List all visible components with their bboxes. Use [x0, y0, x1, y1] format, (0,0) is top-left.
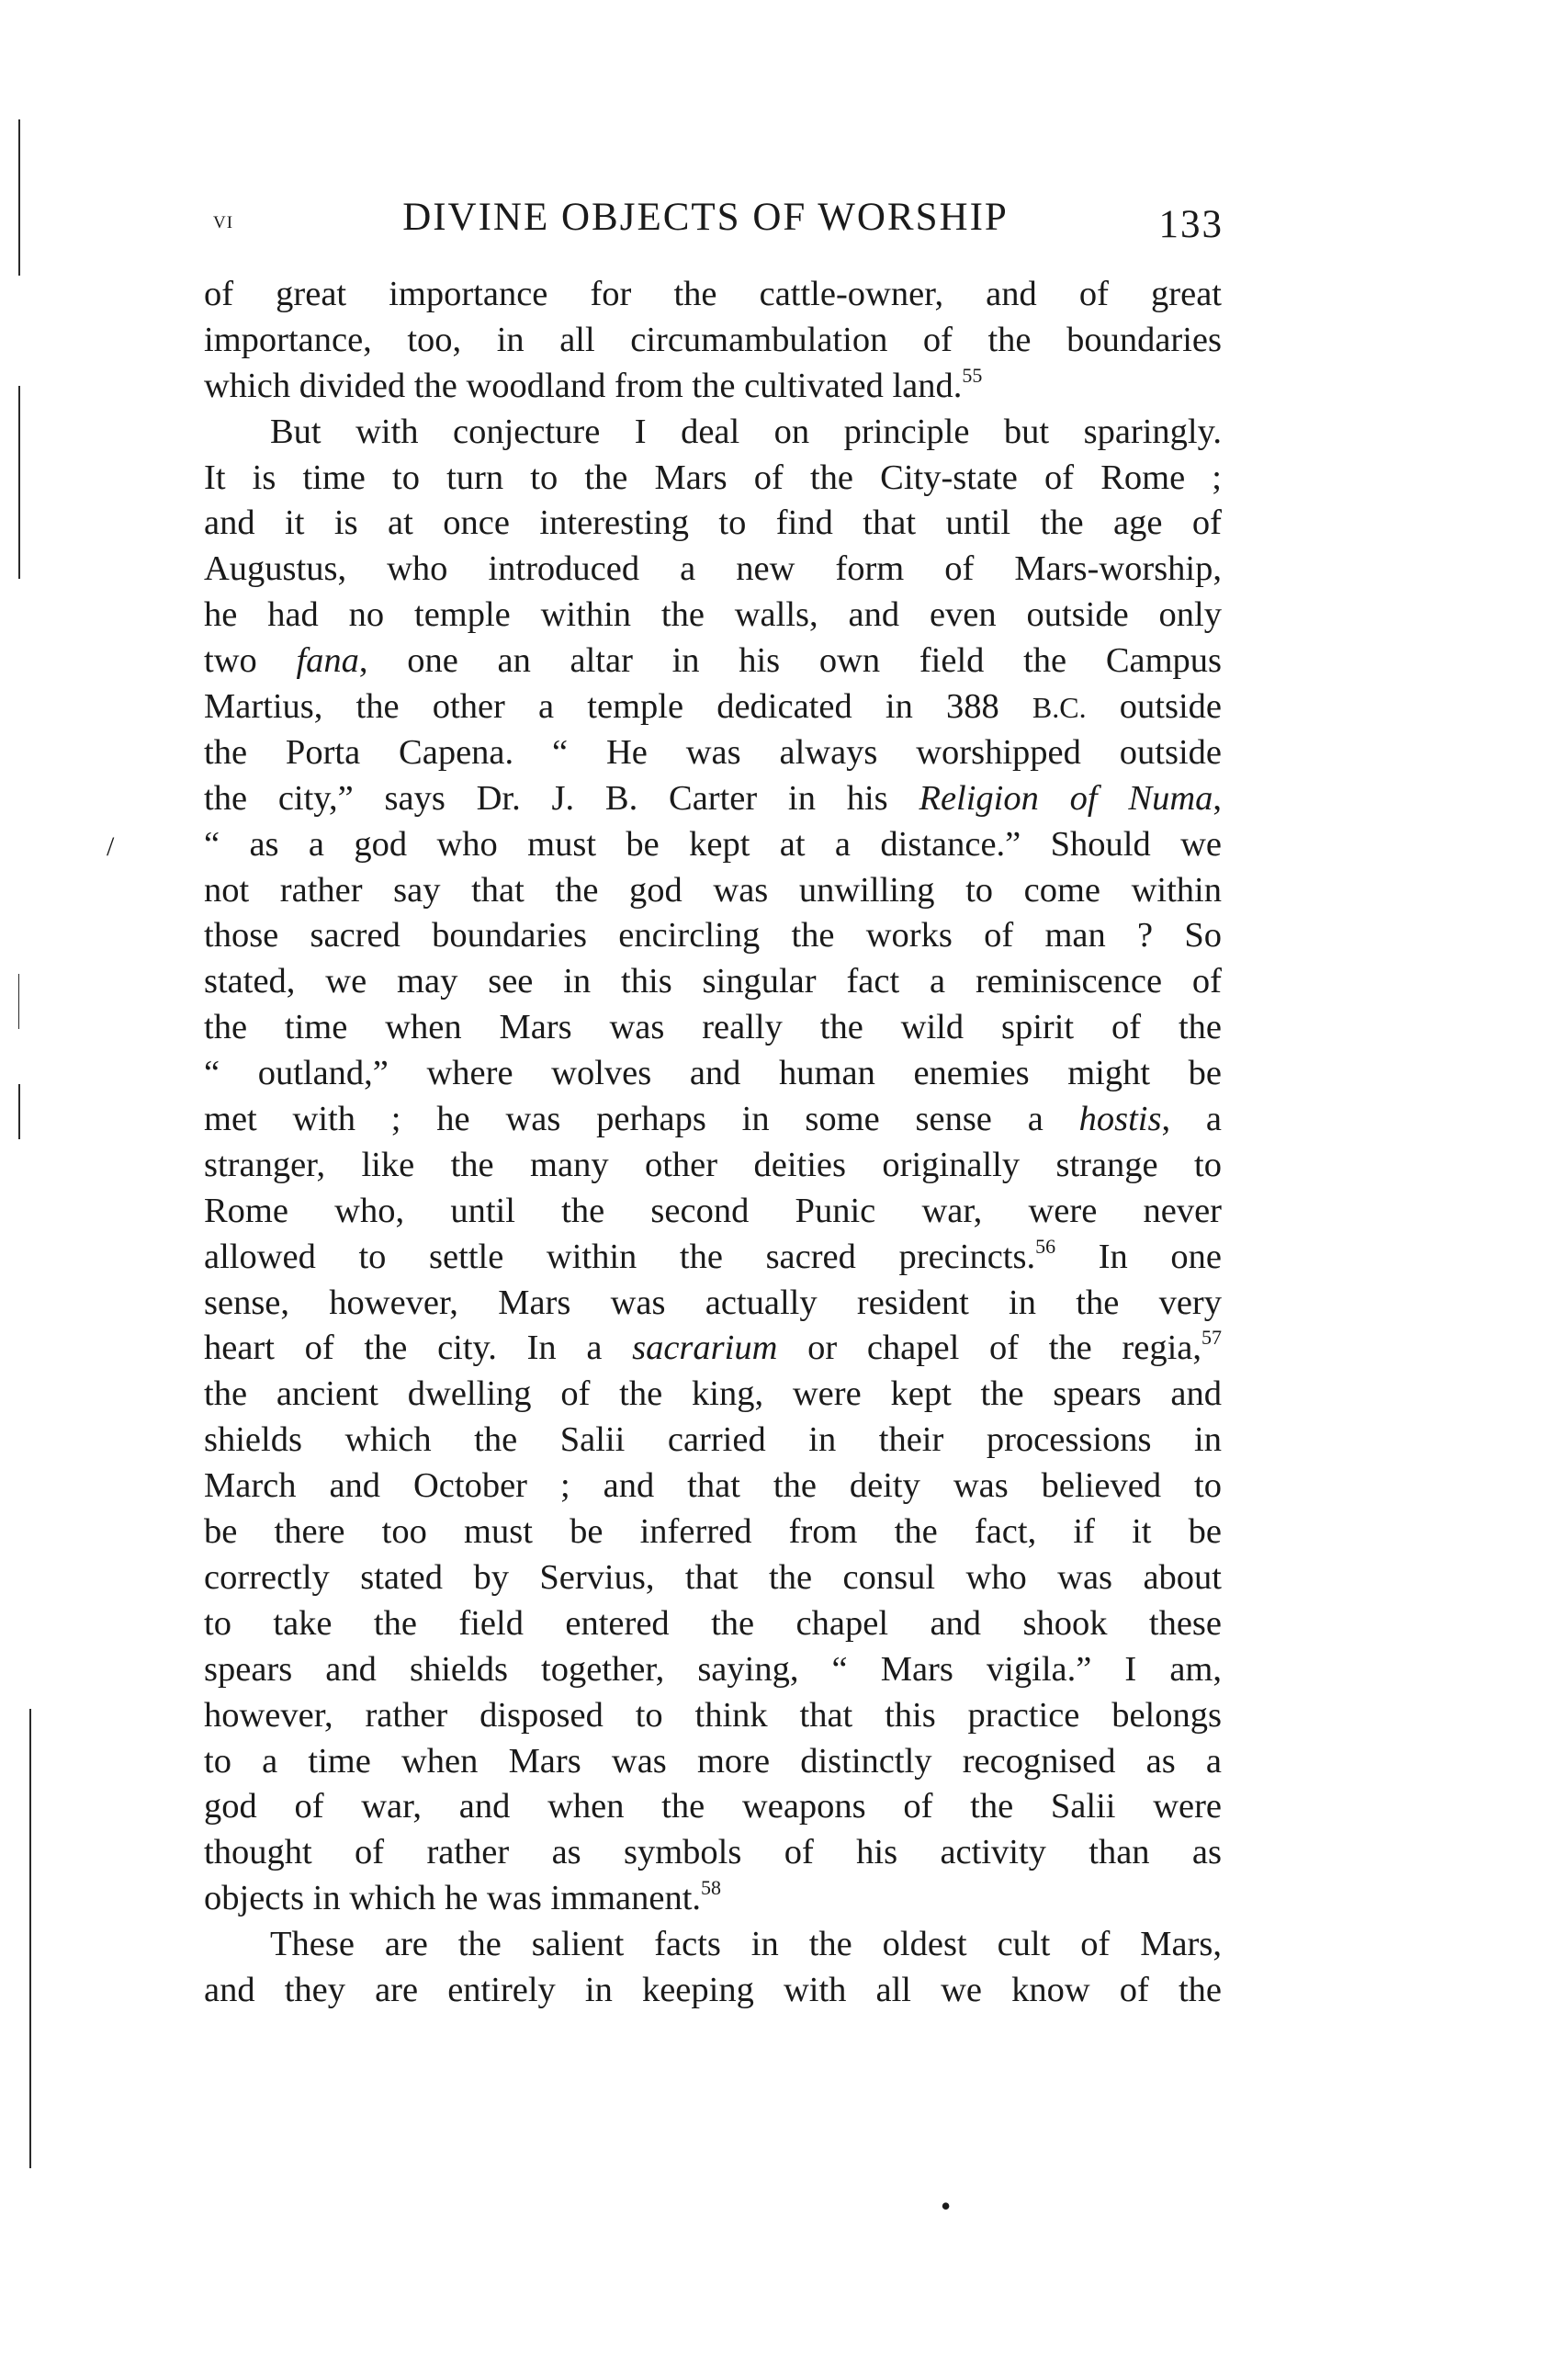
- text-line: importance, too, in all circumambulation of the boundaries: [204, 320, 1222, 359]
- text-line: not rather say that the god was unwilling to come within: [204, 870, 1222, 910]
- body-text: [204, 272, 1222, 2014]
- text-line: “ outland,” where wolves and human enemies might be: [204, 1054, 1222, 1093]
- text-line: and it is at once interesting to find that until the age of: [204, 503, 1222, 543]
- text-line: thought of rather as symbols of his activity than as: [204, 1833, 1222, 1872]
- footnote-ref: 55: [962, 363, 983, 387]
- text-line: correctly stated by Servius, that the consul who was about: [204, 1557, 1222, 1597]
- margin-rule: [18, 119, 20, 276]
- text-line: These are the salient facts in the oldest cult of Mars,: [270, 1925, 1222, 1964]
- text-line: be there too must be inferred from the fact, if it be: [204, 1512, 1222, 1552]
- page-header: [213, 195, 1224, 250]
- text-line: Martius, the other a temple dedicated in 388 B.C. outside: [204, 687, 1222, 727]
- text-line: the city,” says Dr. J. B. Carter in his Religion of Numa,: [204, 778, 1223, 818]
- text-line: god of war, and when the weapons of the Salii were: [204, 1787, 1222, 1826]
- text-line: “ as a god who must be kept at a distance.” Should we: [204, 824, 1222, 864]
- text-line: which divided the woodland from the cultivated land.$^{55}$: [204, 363, 983, 405]
- text-line: Rome who, until the second Punic war, were never: [204, 1191, 1222, 1230]
- text-line: the ancient dwelling of the king, were kept the spears and: [204, 1374, 1222, 1414]
- text-line: stranger, like the many other deities originally strange to: [204, 1145, 1222, 1184]
- text-line: the Porta Capena. “ He was always worshipped outside: [204, 732, 1222, 772]
- running-title: DIVINE OBJECTS OF WORSHIP: [402, 196, 1009, 239]
- text-line: those sacred boundaries encircling the works of man ? So: [204, 916, 1222, 955]
- text-line: of great importance for the cattle-owner, and of great: [204, 275, 1222, 313]
- text-line: stated, we may see in this singular fact a reminiscence of: [204, 962, 1222, 1001]
- text-line: and they are entirely in keeping with all we know of the: [204, 1970, 1222, 2009]
- text-line: two fana, one an altar in his own field the Campus: [204, 641, 1223, 681]
- footnote-ref: 57: [1201, 1326, 1222, 1350]
- margin-tick-mark: /: [107, 831, 115, 862]
- text-line: the time when Mars was really the wild spirit of the: [204, 1008, 1222, 1047]
- text-line: however, rather disposed to think that this practice belongs: [204, 1695, 1222, 1735]
- text-line: March and October ; and that the deity was believed to: [204, 1466, 1222, 1506]
- text-line: sense, however, Mars was actually resident in the very: [204, 1283, 1222, 1322]
- text-line: allowed to settle within the sacred precincts.$^{56}$ In one: [204, 1234, 1222, 1276]
- footnote-ref: 56: [1035, 1234, 1056, 1258]
- text-line: spears and shields together, saying, “ Mars vigila.” I am,: [204, 1649, 1222, 1689]
- text-line: objects in which he was immanent.$^{58}$: [204, 1876, 722, 1918]
- margin-rule: [18, 974, 19, 1029]
- text-line: to a time when Mars was more distinctly recognised as a: [204, 1741, 1222, 1781]
- text-line: Augustus, who introduced a new form of Mars-worship,: [204, 549, 1222, 589]
- text-line: shields which the Salii carried in their processions in: [204, 1420, 1222, 1460]
- margin-rule: [18, 386, 20, 579]
- text-line: But with conjecture I deal on principle but sparingly.: [270, 412, 1222, 451]
- margin-rule: [18, 1084, 20, 1139]
- text-line: It is time to turn to the Mars of the City-state of Rome ;: [204, 458, 1222, 497]
- text-line: heart of the city. In a sacrarium or chapel of the regia,$^{57}$: [204, 1326, 1222, 1368]
- text-line: to take the field entered the chapel and shook these: [204, 1603, 1222, 1643]
- text-line: he had no temple within the walls, and even outside only: [204, 595, 1222, 635]
- chapter-number: vi: [213, 206, 234, 233]
- ink-speck: •: [941, 2189, 952, 2222]
- text-line: met with ; he was perhaps in some sense a hostis, a: [204, 1100, 1222, 1139]
- page-number: 133: [1158, 203, 1224, 246]
- margin-rule: [29, 1709, 31, 2168]
- footnote-ref: 58: [701, 1876, 722, 1900]
